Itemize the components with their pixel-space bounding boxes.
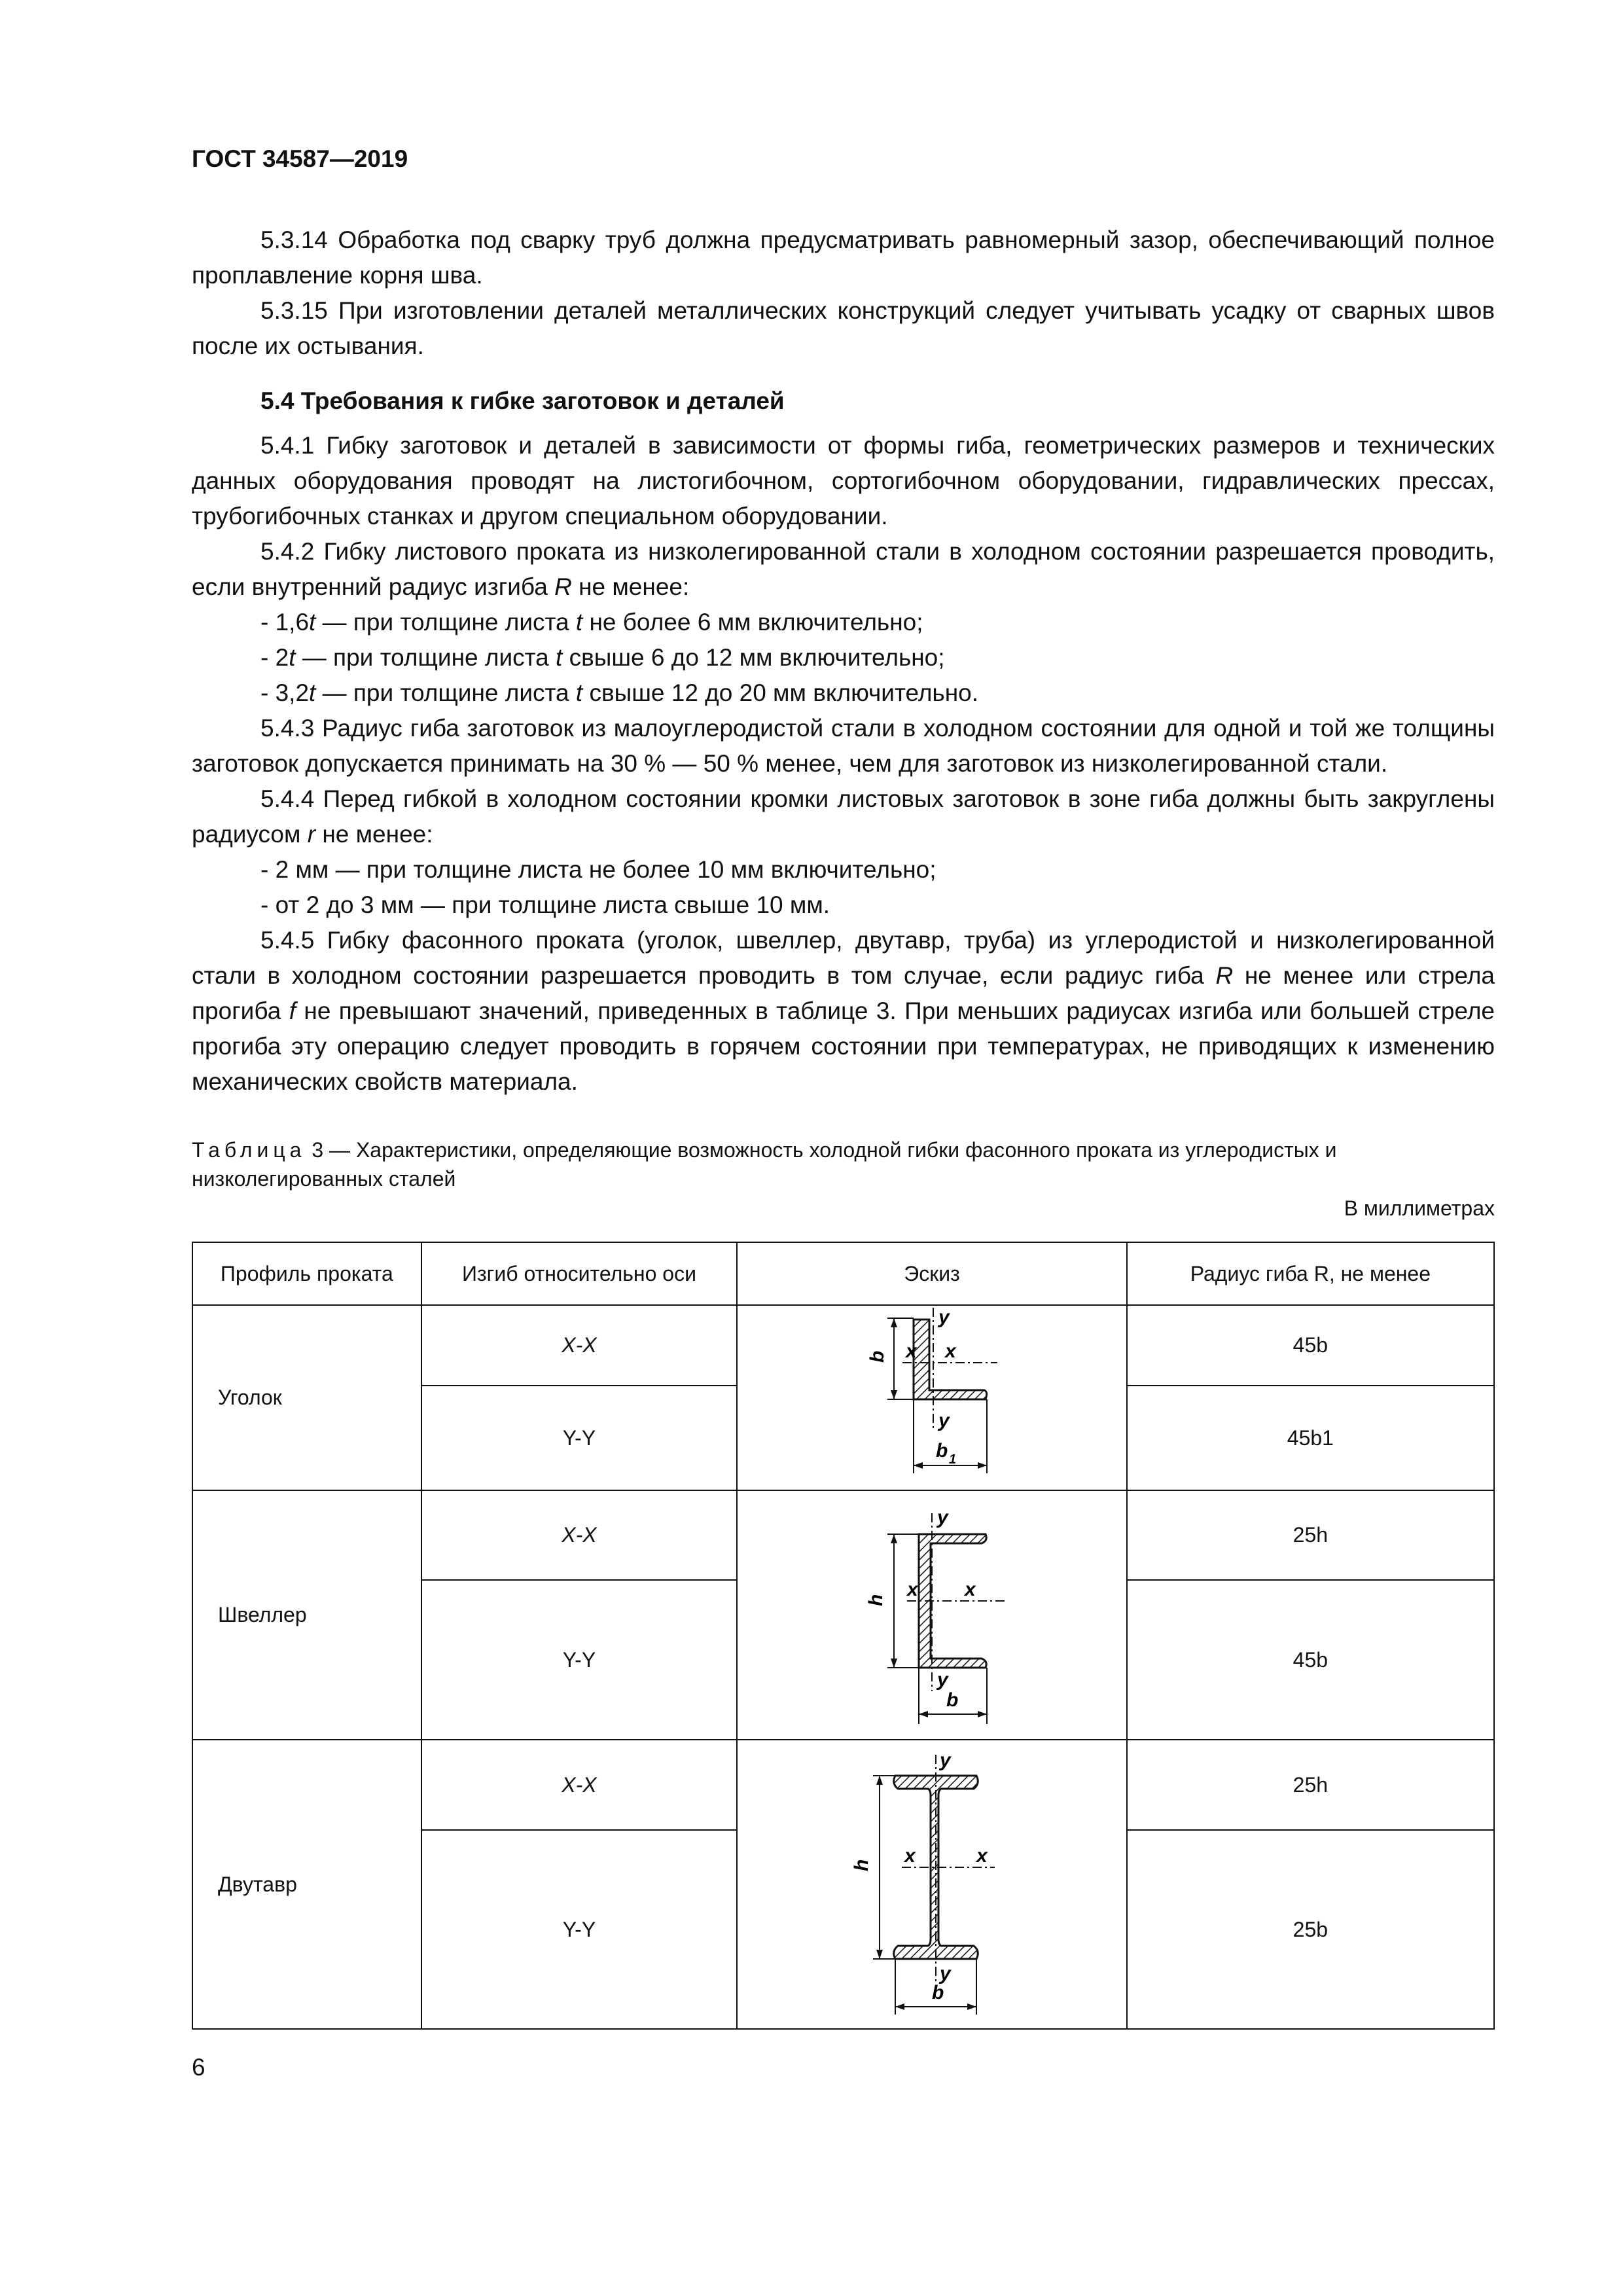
svg-text:y: y [939,1749,951,1771]
table-caption-text: 3 — Характеристики, определяющие возможность холодной гибки фасонного проката из углеродистых и низколегированных сталей [192,1138,1337,1191]
sketch-cell [737,1740,1127,2029]
svg-text:y: y [939,1963,951,1984]
section-title-5-4: 5.4 Требования к гибке заготовок и деталей [260,387,785,414]
svg-text:x: x [944,1340,956,1362]
list-item: - 3,2t — при толщине листа t свыше 12 до 20 мм включительно. [260,679,978,706]
radius-cell: 45b [1127,1580,1494,1740]
page-number: 6 [192,2054,205,2081]
axis-cell: Y-Y [421,1580,738,1740]
axis-cell: X-X [421,1740,738,1830]
svg-text:x: x [904,1845,916,1867]
profile-name: Уголок [192,1305,421,1490]
table-row [192,1740,1494,1830]
body-text [192,223,1495,1100]
svg-text:y: y [936,1506,948,1528]
svg-text:b: b [935,1439,948,1462]
axis-cell: Y-Y [421,1830,738,2029]
radius-cell: 45b [1127,1305,1494,1386]
radius-cell: 25h [1127,1490,1494,1580]
paragraph-5-4-2: 5.4.2 Гибку листового проката из низколегированной стали в холодном состоянии разрешается проводить, если внутренний радиус изгиба R не менее: [192,538,1495,600]
channel-profile-sketch [834,1495,1030,1731]
radius-cell: 45b1 [1127,1386,1494,1490]
document-header: ГОСТ 34587—2019 [192,145,408,172]
paragraph-5-4-1: 5.4.1 Гибку заготовок и деталей в зависимости от формы гиба, геометрических размеров и технических данных оборудования проводят на листогибочном, сортогибочном оборудовании, гидравлических прессах, трубогибочных станках и другом специальном оборудовании. [192,432,1495,529]
list-item: - 2t — при толщине листа t свыше 6 до 12 мм включительно; [260,644,945,671]
svg-text:b: b [946,1689,959,1711]
table-header-row [192,1242,1494,1305]
header-profile: Профиль проката [192,1242,421,1305]
header-radius: Радиус гиба R, не менее [1127,1242,1494,1305]
svg-text:y: y [936,1668,948,1691]
axis-cell: X-X [421,1305,738,1386]
paragraph-5-4-4: 5.4.4 Перед гибкой в холодном состоянии кромки листовых заготовок в зоне гиба должны быть закруглены радиусом r не менее: [192,785,1495,848]
paragraph-5-4-5: 5.4.5 Гибку фасонного проката (уголок, швеллер, двутавр, труба) из углеродистой и низколегированной стали в холодном состоянии разрешается проводить в том случае, если радиус гиба R не менее или стрела прогиба f не превышают значений, приведенных в таблице 3. При меньших радиусах изгиба или большей стреле прогиба эту операцию следует проводить в горячем состоянии при температурах, не приводящих к изменению механических свойств материала. [192,927,1495,1095]
list-item: - 1,6t — при толщине листа t не более 6 мм включительно; [260,609,923,636]
profile-name: Двутавр [192,1740,421,2029]
profile-name: Швеллер [192,1490,421,1740]
paragraph-5-3-15: 5.3.15 При изготовлении деталей металлических конструкций следует учитывать усадку от сварных швов после их остывания. [192,297,1495,359]
paragraph-5-3-14: 5.3.14 Обработка под сварку труб должна предусматривать равномерный зазор, обеспечивающий полное проплавление корня шва. [192,226,1495,289]
radius-cell: 25b [1127,1830,1494,2029]
i-beam-profile-sketch [834,1743,1030,2020]
header-axis: Изгиб относительно оси [421,1242,738,1305]
svg-text:x: x [905,1340,917,1362]
sketch-cell [737,1305,1127,1490]
profile-bending-table [192,1242,1495,2030]
table-row [192,1490,1494,1580]
svg-text:y: y [938,1306,950,1328]
table-units: В миллиметрах [1344,1196,1495,1220]
angle-profile-sketch [834,1306,1030,1484]
list-item: - 2 мм — при толщине листа не более 10 мм включительно; [260,856,936,883]
sketch-cell [737,1490,1127,1740]
svg-text:y: y [938,1409,950,1431]
axis-cell: Y-Y [421,1386,738,1490]
axis-cell: X-X [421,1490,738,1580]
header-sketch: Эскиз [737,1242,1127,1305]
svg-text:h: h [850,1859,872,1871]
list-item: - от 2 до 3 мм — при толщине листа свыше 10 мм. [260,891,830,918]
svg-text:h: h [865,1594,887,1606]
svg-text:b: b [931,1982,944,2003]
svg-text:x: x [906,1578,918,1600]
radius-cell: 25h [1127,1740,1494,1830]
table-caption-label: Таблица [192,1138,306,1162]
svg-text:x: x [964,1578,976,1600]
table-row [192,1305,1494,1386]
paragraph-5-4-3: 5.4.3 Радиус гиба заготовок из малоуглеродистой стали в холодном состоянии для одной и той же толщины заготовок допускается принимать на 30 % — 50 % менее, чем для заготовок из низколегированной стали. [192,715,1495,777]
svg-text:b: b [866,1350,888,1363]
subscript-1: 1 [948,1452,957,1467]
table-caption [192,1136,1495,1193]
svg-text:x: x [976,1845,988,1867]
